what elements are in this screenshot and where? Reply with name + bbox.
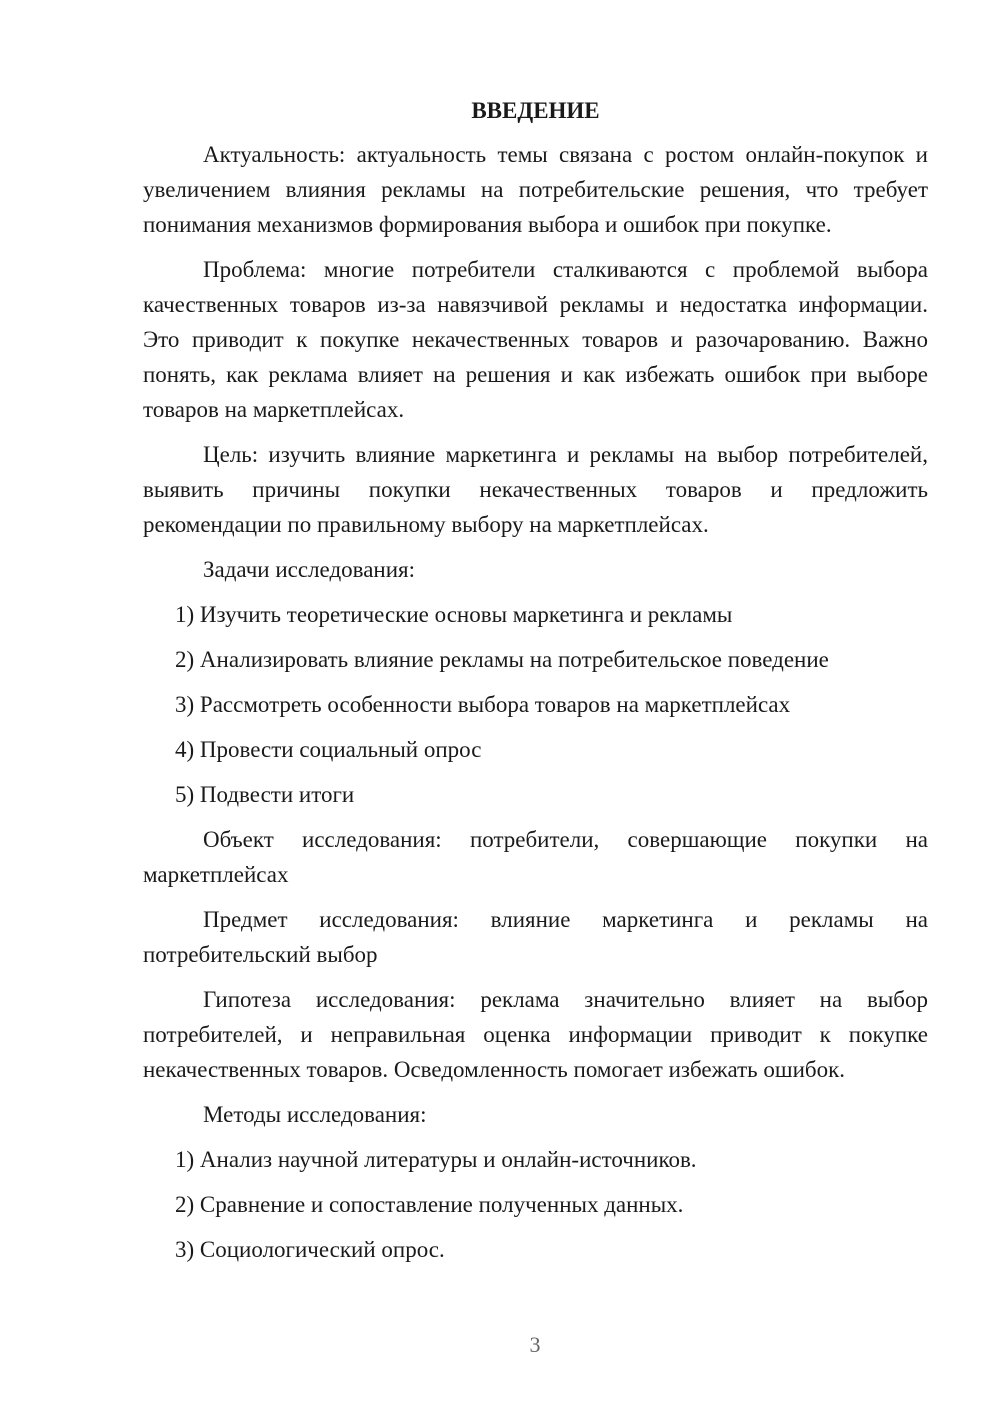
method-item: 1) Анализ научной литературы и онлайн-источников. bbox=[175, 1147, 697, 1172]
object-paragraph: Объект исследования: потребители, совершающие покупки на маркетплейсах bbox=[143, 827, 928, 887]
goal-paragraph: Цель: изучить влияние маркетинга и рекламы на выбор потребителей, выявить причины покупки некачественных товаров и предложить рекомендации по правильному выбору на маркетплейсах. bbox=[143, 442, 928, 537]
hypothesis-paragraph: Гипотеза исследования: реклама значительно влияет на выбор потребителей, и неправильная оценка информации приводит к покупке некачественных товаров. Осведомленность помогает избежать ошибок. bbox=[143, 987, 928, 1082]
methods-label: Методы исследования: bbox=[203, 1102, 427, 1127]
page-content bbox=[143, 93, 928, 1277]
task-item: 2) Анализировать влияние рекламы на потребительское поведение bbox=[175, 647, 829, 672]
task-item: 4) Провести социальный опрос bbox=[175, 737, 482, 762]
subject-paragraph: Предмет исследования: влияние маркетинга и рекламы на потребительский выбор bbox=[143, 907, 928, 967]
section-title: ВВЕДЕНИЕ bbox=[471, 98, 600, 123]
tasks-label: Задачи исследования: bbox=[203, 557, 416, 582]
method-item: 2) Сравнение и сопоставление полученных данных. bbox=[175, 1192, 684, 1217]
task-item: 5) Подвести итоги bbox=[175, 782, 355, 807]
page-number: 3 bbox=[529, 1332, 541, 1357]
task-item: 1) Изучить теоретические основы маркетинга и рекламы bbox=[175, 602, 733, 627]
relevance-paragraph: Актуальность: актуальность темы связана с ростом онлайн-покупок и увеличением влияния рекламы на потребительские решения, что требует понимания механизмов формирования выбора и ошибок при покупке. bbox=[143, 142, 928, 237]
method-item: 3) Социологический опрос. bbox=[175, 1237, 445, 1262]
problem-paragraph: Проблема: многие потребители сталкиваются с проблемой выбора качественных товаров из-за навязчивой рекламы и недостатка информации. Это приводит к покупке некачественных товаров и разочарованию. Важно понять, как реклама влияет на решения и как избежать ошибок при выборе товаров на маркетплейсах. bbox=[143, 257, 928, 422]
task-item: 3) Рассмотреть особенности выбора товаров на маркетплейсах bbox=[175, 692, 791, 717]
